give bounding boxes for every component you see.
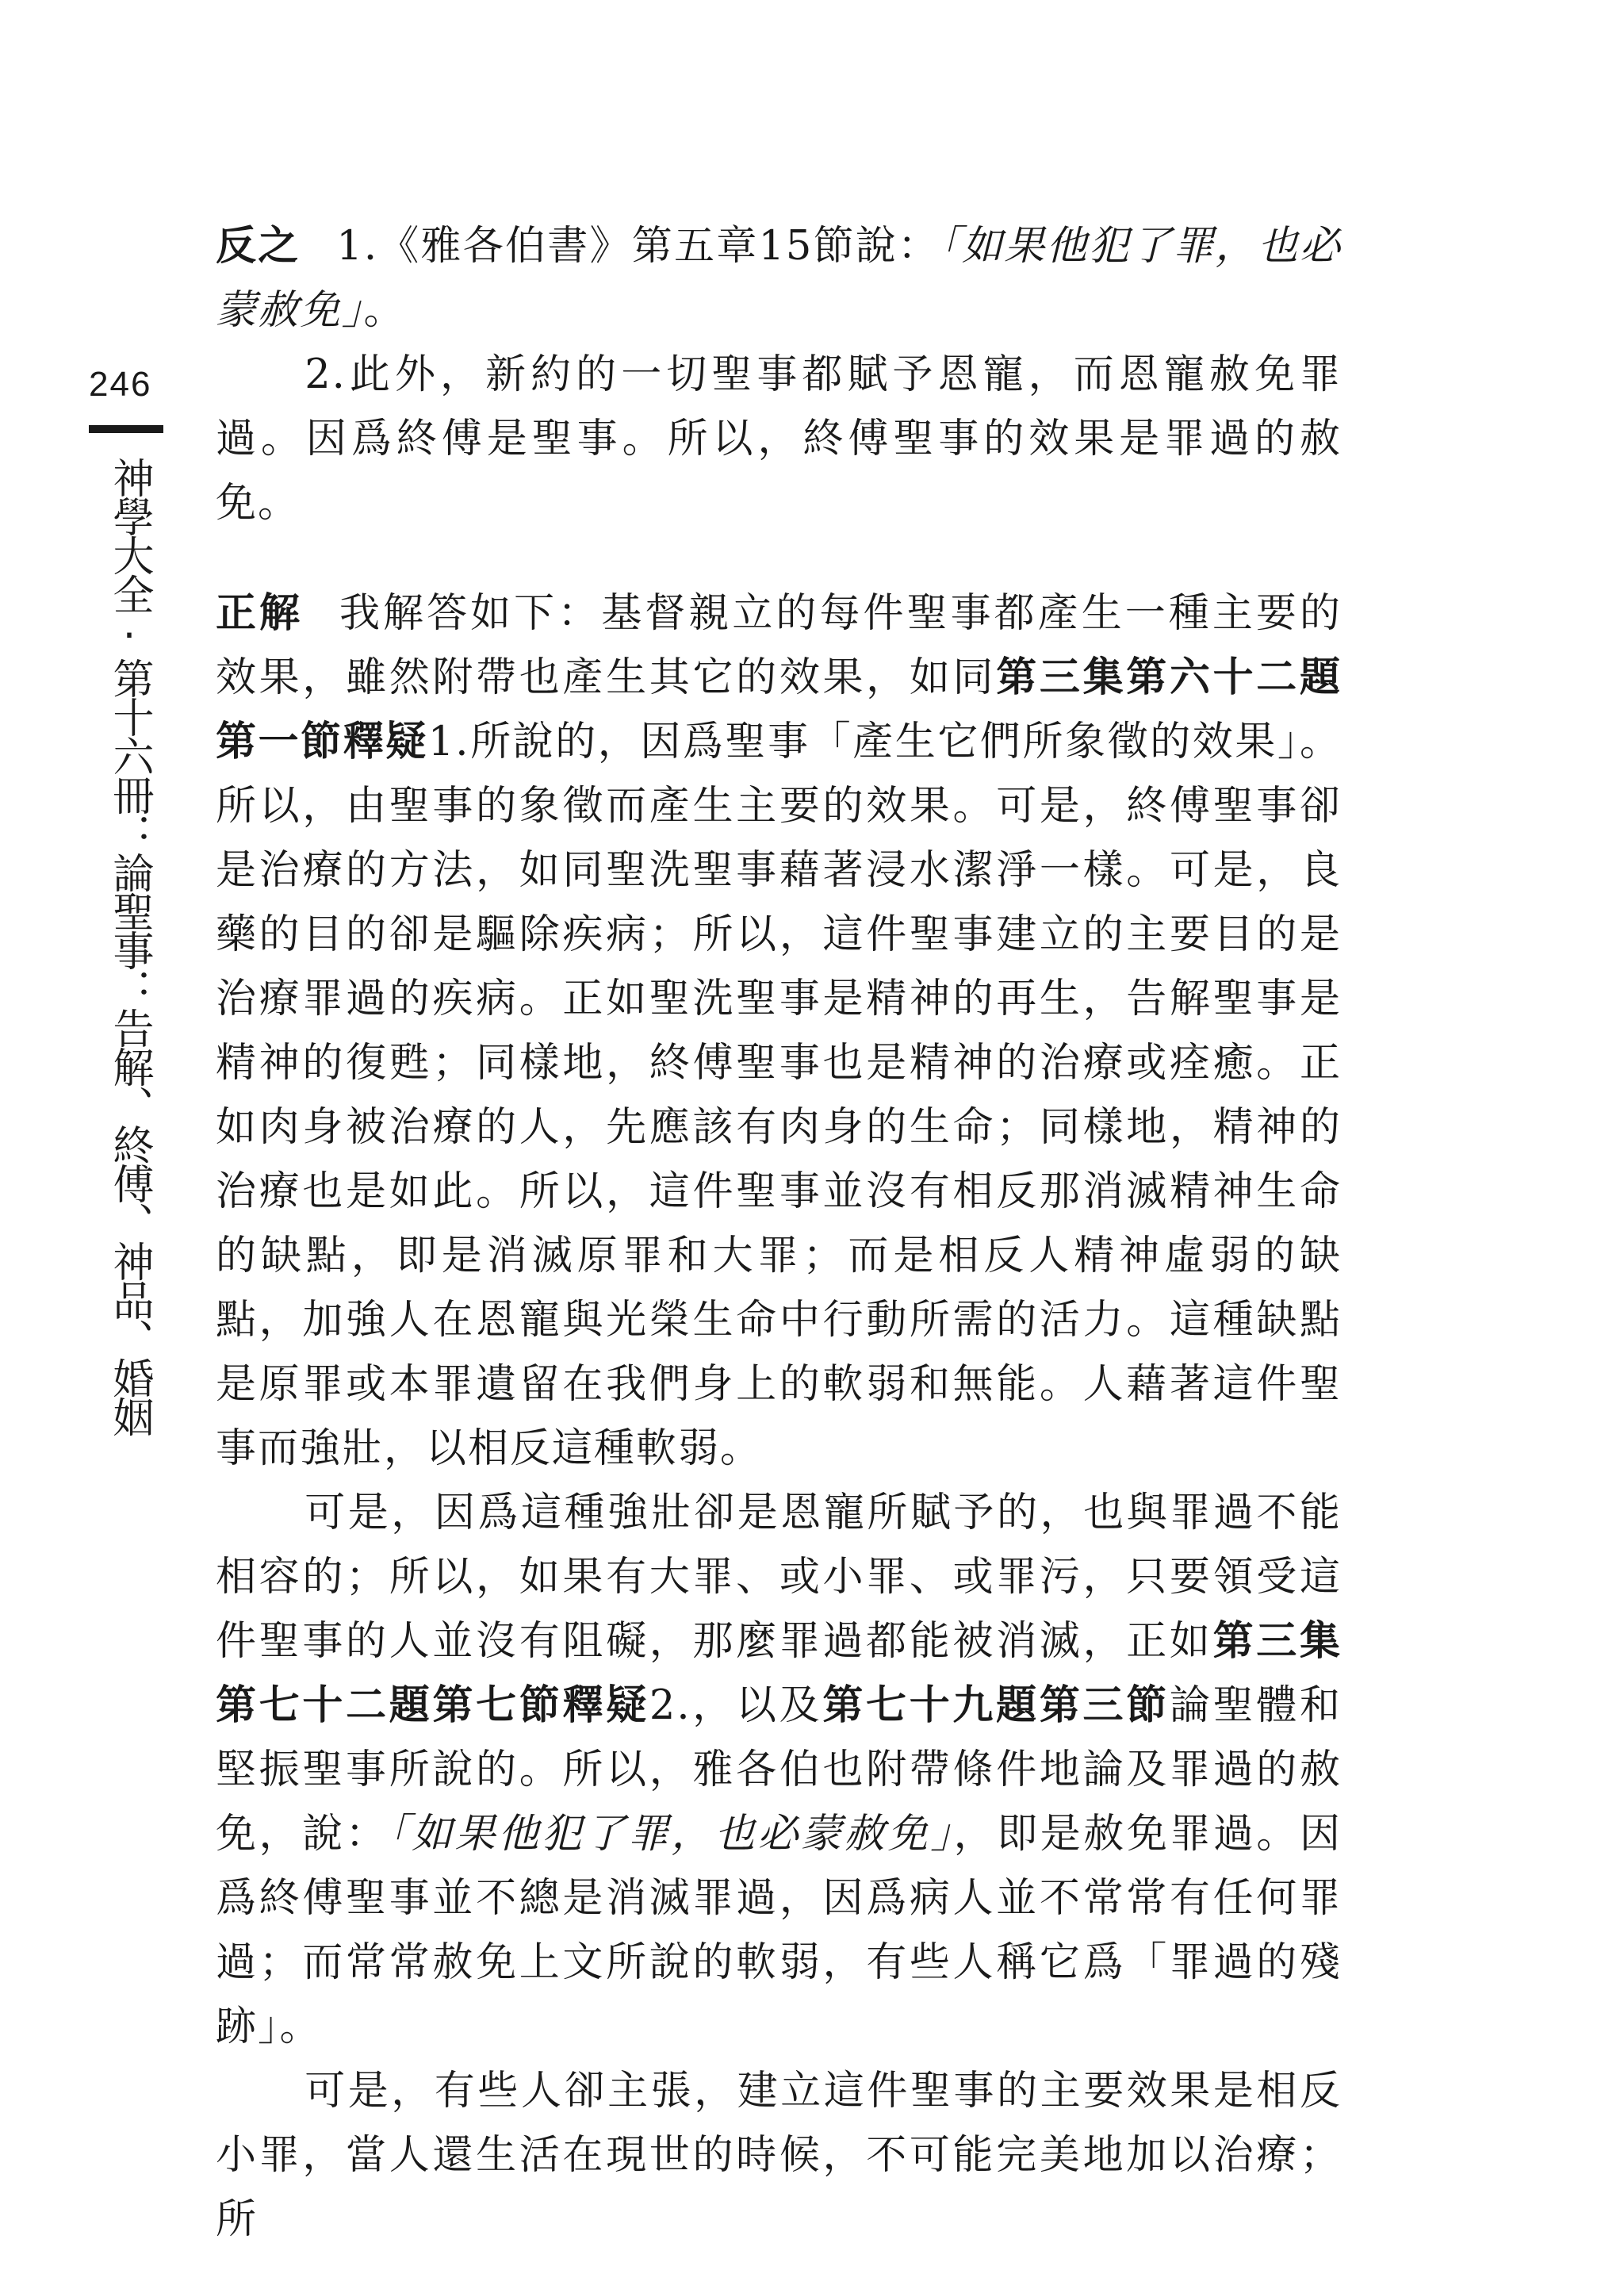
answer-heading: 正解 xyxy=(216,590,304,637)
answer-paragraph-3: 可是，有些人卻主張，建立這件聖事的主要效果是相反小罪，當人還生活在現世的時候，不可能完美地加以治療；所 xyxy=(216,2068,1342,2243)
answer-p2-text-d: ，即是赦免罪過。因爲終傅聖事並不總是消滅罪過，因爲病人並不常常有任何罪過；而常常赦免上文所說的軟弱，有些人稱它爲「罪過的殘跡」。 xyxy=(216,1811,1342,2050)
cross-reference: 第三集第六十二題第一節釋疑 xyxy=(216,654,1342,765)
cross-reference: 第三集第七十二題第七節釋疑 xyxy=(216,1618,1342,1729)
running-title: 神學大全·第十六冊：論聖事：告解、終傅、神品、婚姻 xyxy=(105,457,153,1435)
body-text xyxy=(216,214,1342,2252)
objection-p1-end: 。 xyxy=(363,287,406,334)
scripture-quote: 「如果他犯了罪，也必蒙赦免」 xyxy=(216,223,1342,334)
answer-paragraph-1 xyxy=(216,581,1342,1481)
page-number: 246 xyxy=(89,365,152,404)
objection-p1-text: 1.《雅各伯書》第五章15節說： xyxy=(336,223,940,270)
cross-reference: 第七十九題第三節 xyxy=(822,1682,1170,1729)
answer-paragraph-2 xyxy=(216,1481,1342,2059)
answer-p1-text-a: 我解答如下：基督親立的每件聖事都產生一種主要的效果，雖然附帶也產生其它的效果，如同 xyxy=(216,590,1342,701)
answer-p2-text-b: 2.，以及 xyxy=(649,1682,823,1729)
answer-p2-text-c: 論聖體和堅振聖事所說的。所以，雅各伯也附帶條件地論及罪過的赦免，說： xyxy=(216,1682,1342,1858)
answer-p2-text-a: 可是，因爲這種強壯卻是恩寵所賦予的，也與罪過不能相容的；所以，如果有大罪、或小罪、或罪污，只要領受這件聖事的人並沒有阻礙，那麼罪過都能被消滅，正如 xyxy=(216,1490,1342,1665)
answer-p1-text-b: 1.所說的，因爲聖事「產生它們所象徵的效果」。所以，由聖事的象徵而產生主要的效果。可是，終傅聖事卻是治療的方法，如同聖洗聖事藉著浸水潔淨一樣。可是，良藥的目的卻是驅除疾病；所以，這件聖事建立的主要目的是治療罪過的疾病。正如聖洗聖事是精神的再生，告解聖事是精神的復甦；同樣地，終傅聖事也是精神的治療或痊癒。正如肉身被治療的人，先應該有肉身的生命；同樣地，精神的治療也是如此。所以，這件聖事並沒有相反那消滅精神生命的缺點，即是消滅原罪和大罪；而是相反人精神虛弱的缺點，加強人在恩寵與光榮生命中行動所需的活力。這種缺點是原罪或本罪遺留在我們身上的軟弱和無能。人藉著這件聖事而強壯，以相反這種軟弱。 xyxy=(216,719,1342,1472)
objection-paragraph-2: 2.此外，新約的一切聖事都賦予恩寵，而恩寵赦免罪過。因爲終傅是聖事。所以，終傅聖事的效果是罪過的赦免。 xyxy=(216,351,1342,527)
scripture-quote: 「如果他犯了罪，也必蒙赦免」 xyxy=(389,1811,954,1858)
objection-paragraph-1 xyxy=(216,214,1342,343)
margin-rule xyxy=(89,425,163,433)
objection-heading: 反之 xyxy=(216,223,301,270)
